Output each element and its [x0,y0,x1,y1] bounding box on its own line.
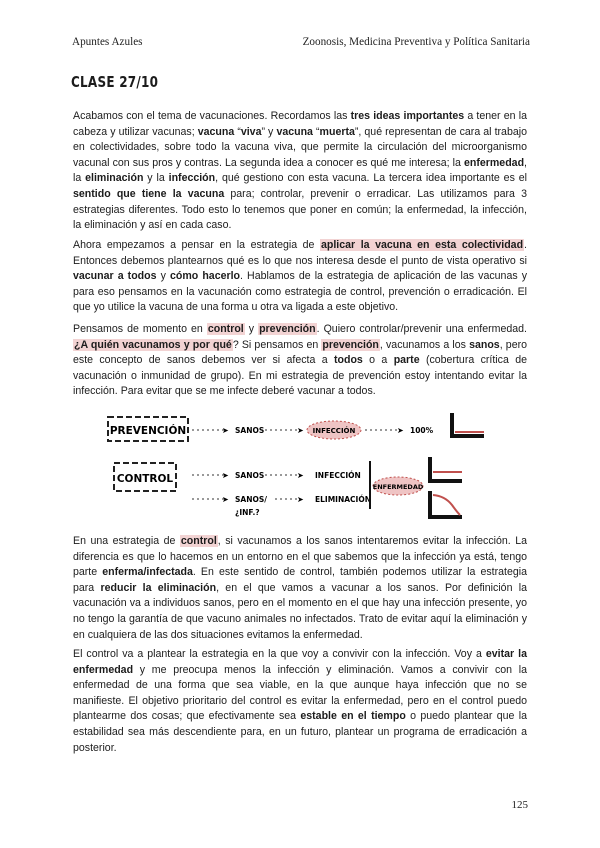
control-graph-2-curve [433,495,460,515]
infeccion-label-2: INFECCIÓN [315,471,361,480]
inf-question-label: ¿INF.? [235,508,260,517]
header-right: Zoonosis, Medicina Preventiva y Política Sanitaria [302,36,530,48]
arrow-head-7: ➤ [297,495,304,504]
control-graph-1-axes [430,457,462,481]
arrow-head-5: ➤ [297,471,304,480]
header-left: Apuntes Azules [72,36,143,48]
control-label: CONTROL [116,473,174,485]
sanos-label-3: SANOS/ [235,495,267,504]
prevencion-label: PREVENCIÓN [109,425,187,437]
sanos-label-2: SANOS [235,471,265,480]
page-title: CLASE 27/10 [71,73,159,91]
arrow-head-4: ➤ [222,471,229,480]
paragraph-5: El control va a plantear la estrategia en la que voy a convivir con la infección. Voy a evitar la enfermedad y me preocupa menos la infección y eliminación. Vamos a convivir con la enfermedad de una forma que sea viable, en la que aunque haya infección que no se manifieste. El objetivo prioritario del control es evitar la enfermedad, pero en el control puedo plantearme dos cosas; que efectivamente sea estable en el tiempo o puedo plantear que la estabilidad sea más descendiente para, en un futuro, plantear un programa de erradicación a posterior. [73,648,527,754]
sanos-label-1: SANOS [235,426,265,435]
eliminacion-label: ELIMINACIÓN [315,495,371,504]
infeccion-label-1: INFECCIÓN [312,427,356,435]
arrow-head-2: ➤ [297,426,304,435]
arrow-head-3: ➤ [397,426,404,435]
paragraph-4: En una estrategia de control, si vacunamos a los sanos intentaremos evitar la infección. La diferencia es que lo hacemos en un entorno en el que sabemos que la infección ya está, tengo parte enferma/infectada. En este sentido de control, también podemos utilizar la estrategia para reducir la eliminación, en el que vamos a vacunar a los sanos. Por definición la vacunación va a individuos sanos, pero en el momento en el que hay una infección presente, yo no tengo la garantía de que vacuno animales no infectados. Trato de evitar aquí la eliminación y en cualquiera de las dos situaciones evitamos la enfermedad. [73,535,527,641]
strategy-diagram [100,405,500,525]
enfermedad-label: ENFERMEDAD [372,483,424,491]
page-number: 125 [511,799,528,811]
arrow-head-1: ➤ [222,426,229,435]
paragraph-1: Acabamos con el tema de vacunaciones. Recordamos las tres ideas importantes a tener en la cabeza y utilizar vacunas; vacuna “viva” y vacuna “muerta”, qué representan de cara al trabajo en colectividades, sobre todo la vacuna viva, que permite la circulación del microorganismo vacunal con sus pros y contras. La segunda idea a conocer es qué me interesa; la enfermedad, la eliminación y la infección, qué gestiono con esta vacuna. La tercera idea importante es el sentido que tiene la vacuna para; controlar, prevenir o erradicar. Las utilizamos para 3 estrategias diferentes. Todo esto lo tenemos que poner en común; la enfermedad, la infección, la eliminación y así en cada caso. [73,110,527,232]
paragraph-3: Pensamos de momento en control y prevención. Quiero controlar/prevenir una enfermedad. ¿A quién vacunamos y por qué? Si pensamos en prevención, vacunamos a los sanos, pero este concepto de sanos debemos ver si afecta a todos o a parte (cobertura crítica de vacunación o inmunidad de grupo). En mi estrategia de prevención estoy intentando evitar la infección. Para evitar que se me infecte deberé vacunar a todos. [73,323,527,398]
paragraph-2: Ahora empezamos a pensar en la estrategia de aplicar la vacuna en esta colectividad. Entonces debemos plantearnos qué es lo que nos interesa desde el punto de vista operativo si vacunar a todos y cómo hacerlo. Hablamos de la estrategia de aplicación de las vacunas y para eso pensamos en la vacunación como estrategia de control, prevención o erradicación. El que yo utilice la vacuna de una forma u otra va ligada a este objetivo. [73,239,528,314]
arrow-head-6: ➤ [222,495,229,504]
pct-label: 100% [410,426,434,435]
